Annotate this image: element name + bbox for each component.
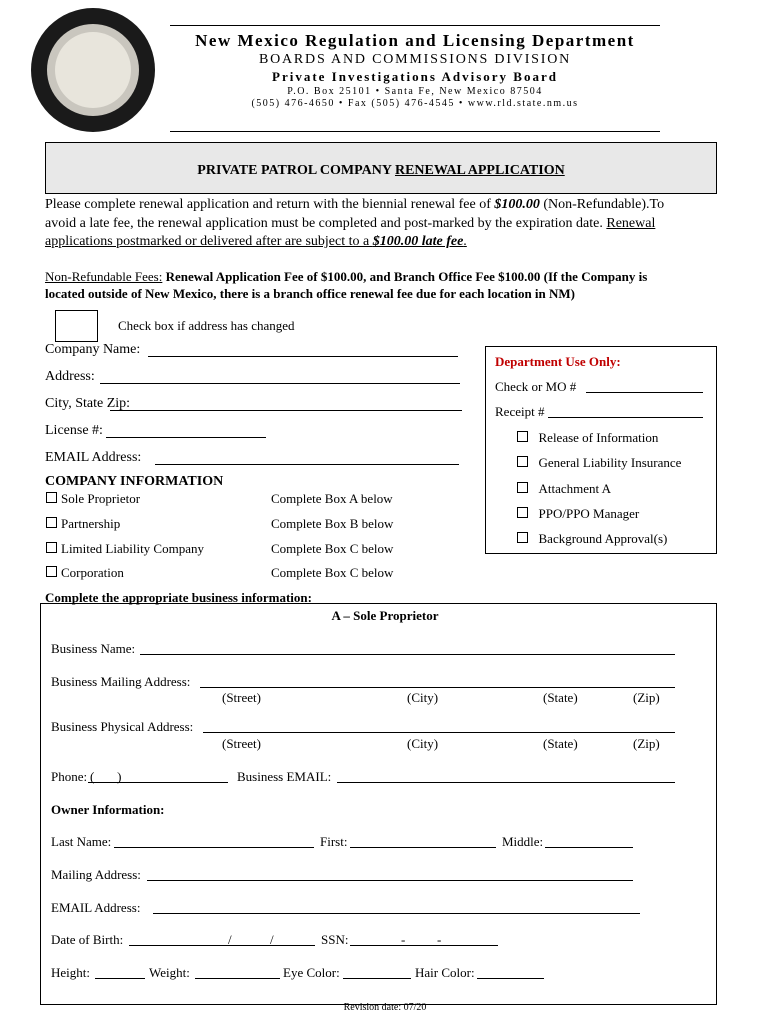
checkbox-icon: [517, 532, 528, 543]
intro-text-4: Renewal: [606, 216, 656, 231]
physical-zip-caption: (Zip): [633, 736, 660, 751]
intro-text-3: avoid a late fee, the renewal application must be completed and post-marked by the expiration date.: [45, 216, 607, 231]
physical-city-caption: (City): [407, 736, 439, 751]
phone-area-code: ( ): [90, 769, 122, 784]
license-field[interactable]: [106, 437, 266, 438]
title-box: [45, 142, 717, 194]
checkbox-icon: [46, 542, 57, 553]
physical-street-caption: (Street): [222, 736, 261, 751]
license-label: License #:: [45, 423, 103, 438]
dept-item-ppo[interactable]: [517, 506, 639, 522]
fees-line-1: [45, 269, 647, 285]
dept-item-liability[interactable]: [517, 455, 681, 471]
weight-label: Weight:: [149, 965, 190, 980]
intro-text-5: applications postmarked or delivered after are subject to a: [45, 234, 373, 249]
type-box-instruction: Complete Box C below: [271, 541, 394, 556]
company-name-field[interactable]: [148, 356, 458, 357]
state-seal-logo: [31, 8, 155, 132]
dob-label: Date of Birth:: [51, 932, 124, 947]
business-name-label: Business Name:: [51, 641, 136, 656]
business-name-field[interactable]: [140, 654, 675, 655]
receipt-label: Receipt #: [495, 404, 545, 419]
type-partnership[interactable]: [46, 516, 120, 532]
checkbox-icon: [46, 517, 57, 528]
address-changed-label: Check box if address has changed: [118, 318, 295, 333]
mailing-city-caption: (City): [407, 690, 439, 705]
revision-date: Revision date: 07/20: [343, 1002, 427, 1013]
dept-item-ppo-label: PPO/PPO Manager: [538, 506, 640, 521]
intro-fee: $100.00: [494, 197, 540, 212]
owner-email-field[interactable]: [153, 913, 640, 914]
first-name-label: First:: [320, 834, 348, 849]
email-field[interactable]: [155, 464, 459, 465]
hair-color-field[interactable]: [477, 978, 544, 979]
address-field[interactable]: [100, 383, 460, 384]
eye-color-label: Eye Color:: [283, 965, 340, 980]
weight-field[interactable]: [195, 978, 280, 979]
last-name-field[interactable]: [114, 847, 314, 848]
owner-mailing-field[interactable]: [147, 880, 633, 881]
mailing-address: P.O. Box 25101 • Santa Fe, New Mexico 87504: [287, 86, 543, 97]
middle-name-label: Middle:: [502, 834, 544, 849]
middle-name-field[interactable]: [545, 847, 633, 848]
height-label: Height:: [51, 965, 90, 980]
check-mo-field[interactable]: [586, 392, 703, 393]
dept-item-release-label: Release of Information: [538, 430, 659, 445]
title-prefix: PRIVATE PATROL COMPANY: [197, 163, 395, 178]
company-name-label: Company Name:: [45, 342, 141, 357]
ssn-dash: -: [401, 932, 406, 947]
check-mo-label: Check or MO #: [495, 379, 577, 394]
phone-field[interactable]: [88, 782, 228, 783]
type-label: Sole Proprietor: [61, 491, 141, 506]
type-box-instruction: Complete Box C below: [271, 565, 394, 580]
company-info-heading: COMPANY INFORMATION: [45, 474, 224, 489]
dept-item-attachment[interactable]: [517, 481, 611, 497]
dept-item-release[interactable]: [517, 430, 658, 446]
checkbox-icon: [46, 492, 57, 503]
board-name: Private Investigations Advisory Board: [272, 69, 558, 84]
ssn-field[interactable]: [350, 945, 498, 946]
owner-mailing-label: Mailing Address:: [51, 867, 141, 882]
business-heading: Complete the appropriate business information:: [45, 590, 312, 605]
business-physical-field[interactable]: [203, 732, 675, 733]
fees-label: Non-Refundable Fees:: [45, 269, 163, 284]
first-name-field[interactable]: [350, 847, 496, 848]
checkbox-icon: [517, 507, 528, 518]
type-label: Limited Liability Company: [61, 541, 204, 556]
type-llc[interactable]: [46, 541, 204, 557]
dob-slash: /: [228, 932, 232, 947]
intro-latefee: $100.00 late fee: [372, 234, 464, 249]
checkbox-icon: [517, 456, 528, 467]
city-state-zip-field[interactable]: [110, 410, 462, 411]
intro-line-2: [45, 216, 655, 232]
type-label: Partnership: [61, 516, 121, 531]
eye-color-field[interactable]: [343, 978, 411, 979]
physical-state-caption: (State): [543, 736, 578, 751]
business-mailing-label: Business Mailing Address:: [51, 674, 191, 689]
intro-text-1: Please complete renewal application and return with the biennial renewal fee of: [45, 197, 495, 212]
business-physical-label: Business Physical Address:: [51, 719, 194, 734]
intro-end: .: [463, 234, 467, 249]
type-corporation[interactable]: [46, 565, 124, 581]
height-field[interactable]: [95, 978, 145, 979]
city-label: City, State Zip:: [45, 396, 131, 411]
fees-text-1: Renewal Application Fee of $100.00, and Branch Office Fee $100.00 (If the Company is: [162, 269, 648, 284]
hair-color-label: Hair Color:: [415, 965, 475, 980]
dept-item-background[interactable]: [517, 531, 667, 547]
business-mailing-field[interactable]: [200, 687, 675, 688]
header-top-rule: [170, 25, 660, 26]
type-box-instruction: Complete Box A below: [271, 491, 393, 506]
address-changed-checkbox[interactable]: [55, 310, 98, 342]
dept-use-title: Department Use Only:: [495, 354, 621, 369]
page-title: [46, 163, 716, 179]
type-label: Corporation: [61, 565, 124, 580]
intro-line-1: [45, 197, 664, 213]
dept-item-liability-label: General Liability Insurance: [538, 455, 682, 470]
contact-info: (505) 476-4650 • Fax (505) 476-4545 • www.rld.state.nm.us: [251, 98, 579, 109]
fees-text-2: located outside of New Mexico, there is a branch office renewal fee due for each location in NM): [45, 286, 576, 301]
owner-heading: Owner Information:: [51, 802, 165, 817]
ssn-dash: -: [437, 932, 442, 947]
address-label: Address:: [45, 369, 95, 384]
header-bottom-rule: [170, 131, 660, 132]
business-box-title: A – Sole Proprietor: [331, 608, 439, 623]
title-underlined: RENEWAL APPLICATION: [394, 163, 565, 178]
checkbox-icon: [517, 482, 528, 493]
dept-name: New Mexico Regulation and Licensing Department: [195, 31, 635, 50]
dob-field[interactable]: [129, 945, 315, 946]
mailing-zip-caption: (Zip): [633, 690, 660, 705]
email-label: EMAIL Address:: [45, 450, 142, 465]
dob-slash: /: [270, 932, 274, 947]
division-name: BOARDS AND COMMISSIONS DIVISION: [258, 52, 572, 67]
dept-item-background-label: Background Approval(s): [538, 531, 668, 546]
mailing-street-caption: (Street): [222, 690, 261, 705]
checkbox-icon: [46, 566, 57, 577]
dept-item-attachment-label: Attachment A: [538, 481, 612, 496]
checkbox-icon: [517, 431, 528, 442]
type-sole-proprietor[interactable]: [46, 491, 140, 507]
owner-email-label: EMAIL Address:: [51, 900, 141, 915]
last-name-label: Last Name:: [51, 834, 112, 849]
business-email-field[interactable]: [337, 782, 675, 783]
business-email-label: Business EMAIL:: [237, 769, 332, 784]
intro-text-2: (Non-Refundable).To: [539, 197, 665, 212]
intro-line-3: [45, 234, 467, 250]
mailing-state-caption: (State): [543, 690, 578, 705]
dept-use-box: [485, 346, 717, 554]
ssn-label: SSN:: [321, 932, 349, 947]
phone-label: Phone:: [51, 769, 88, 784]
receipt-field[interactable]: [548, 417, 703, 418]
type-box-instruction: Complete Box B below: [271, 516, 394, 531]
